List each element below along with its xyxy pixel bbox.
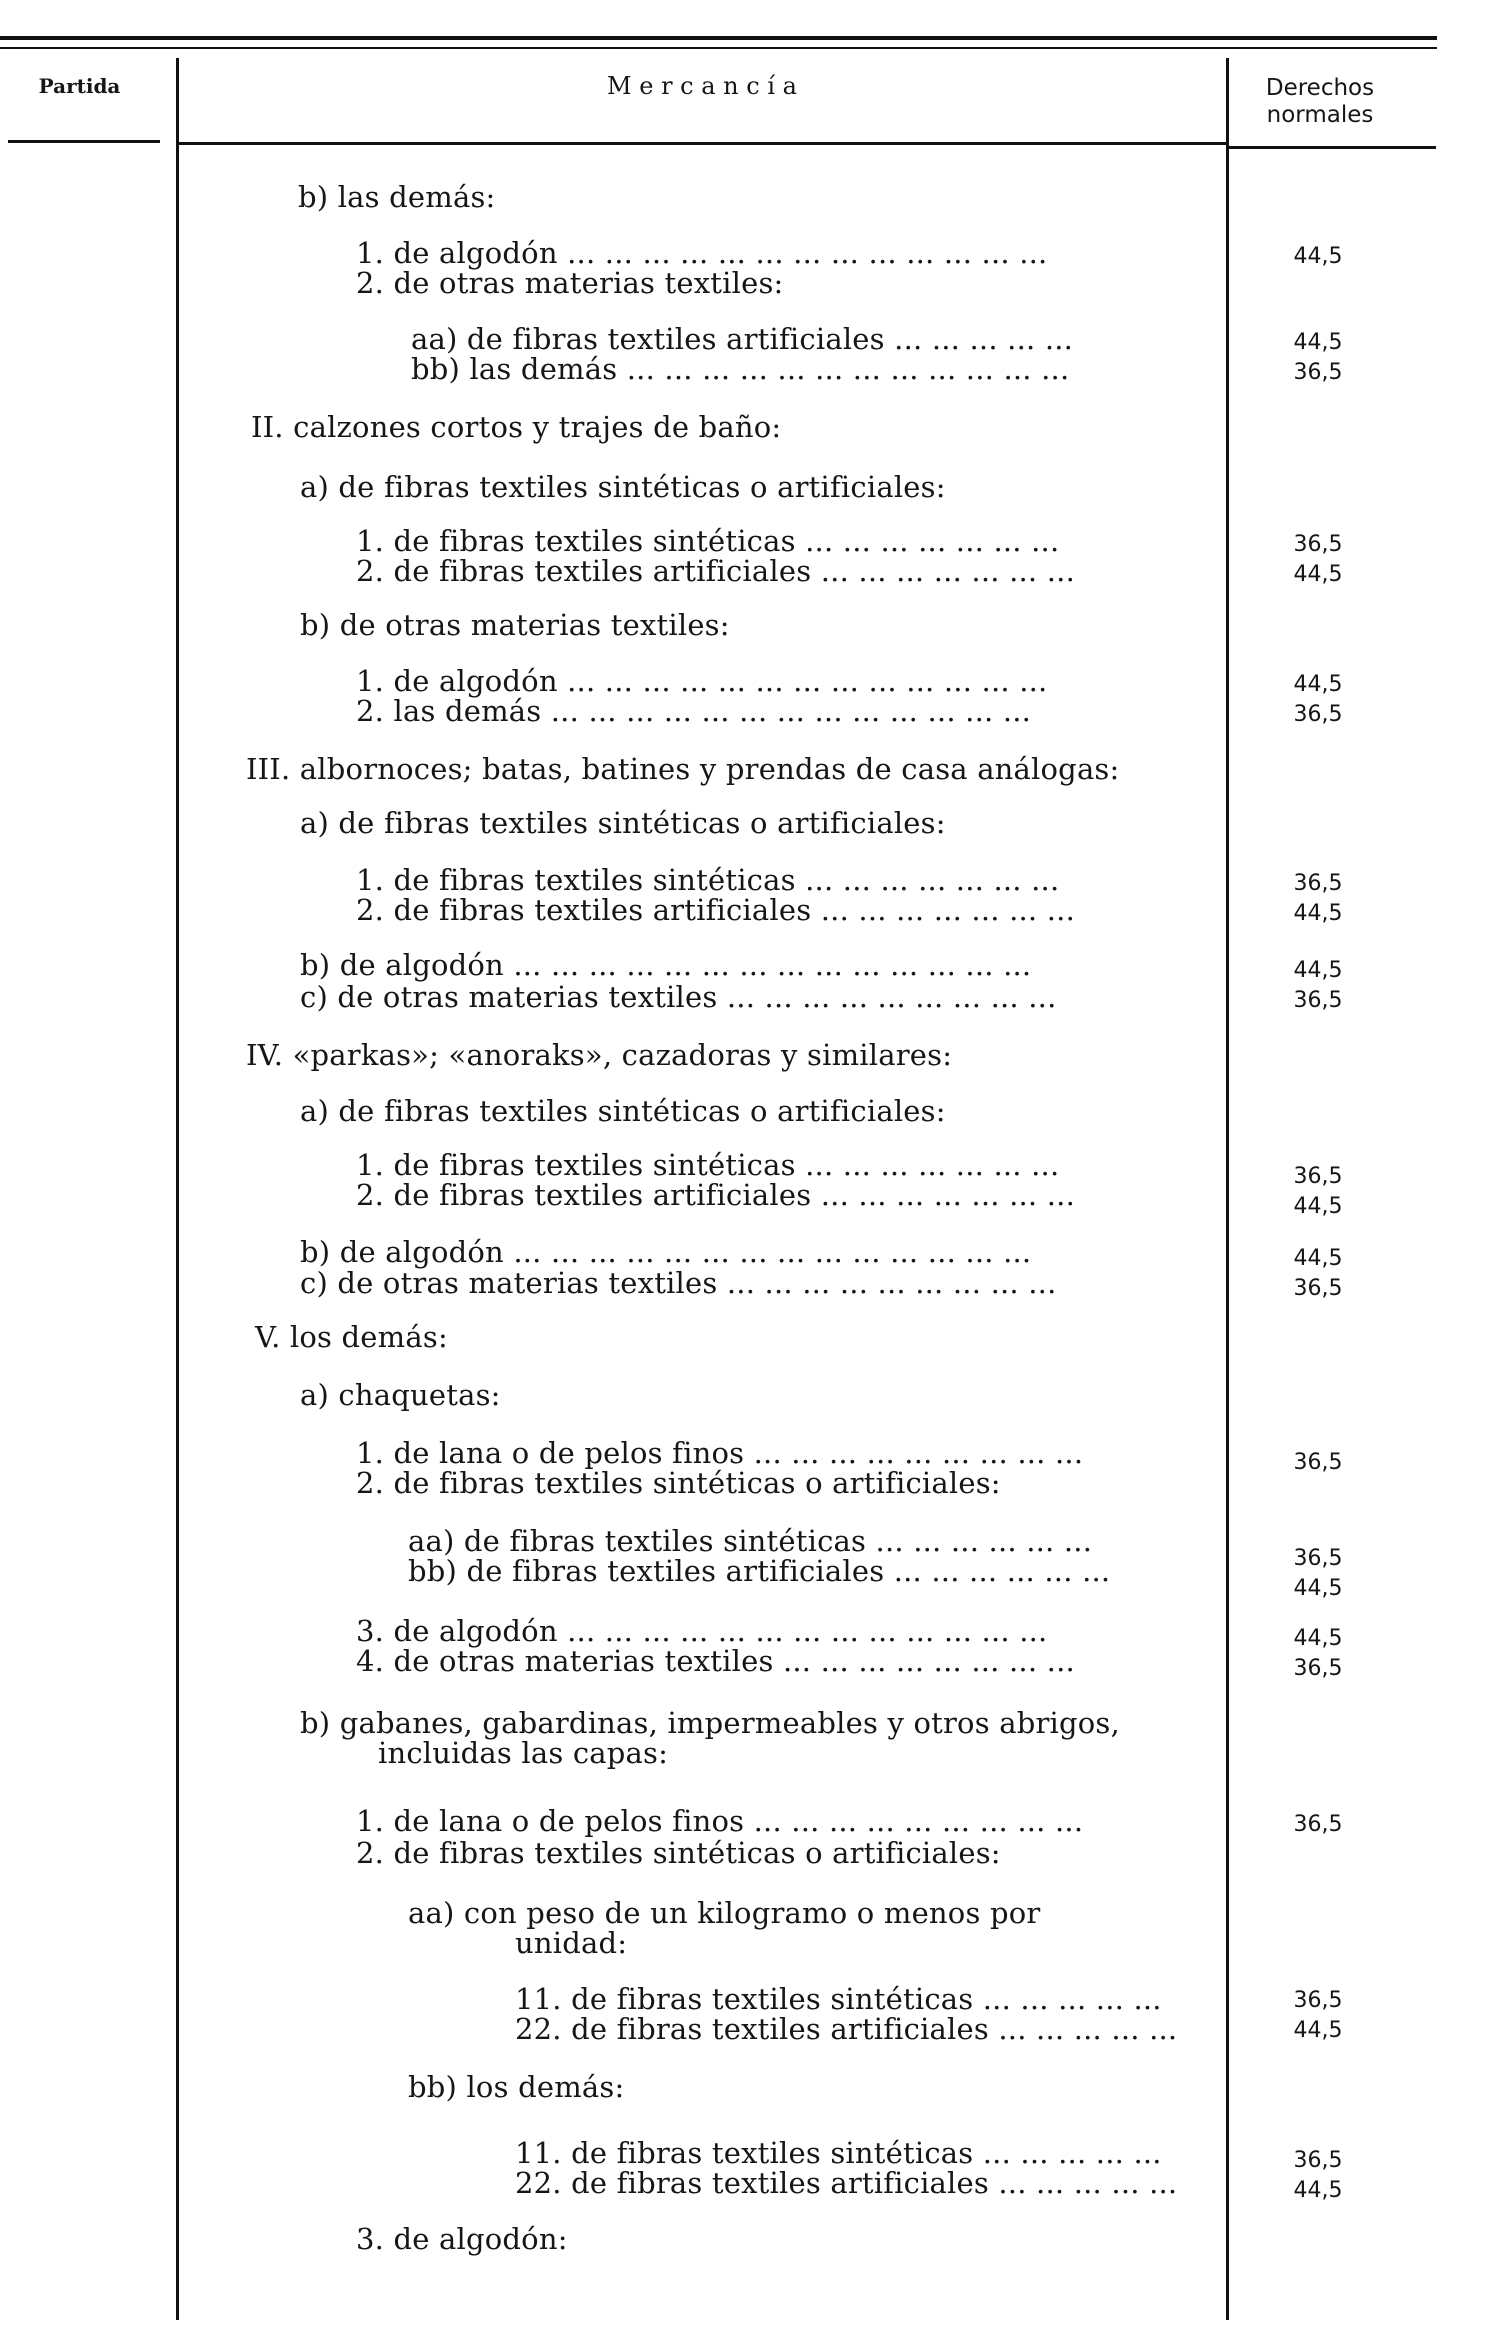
row-duty-value: 44,5	[1293, 562, 1343, 587]
row-label: III. albornoces; batas, batines y prendas de casa análogas:	[246, 752, 1120, 786]
row-label: incluidas las capas:	[378, 1736, 669, 1770]
row-label: b) de algodón ... ... ... ... ... ... ... ... ... ... ... ... ... ...	[300, 1235, 1032, 1269]
row-label: 1. de algodón ... ... ... ... ... ... ... ... ... ... ... ... ...	[356, 664, 1048, 698]
row-duty-value: 36,5	[1293, 1450, 1343, 1475]
row-label: aa) con peso de un kilogramo o menos por	[408, 1896, 1041, 1930]
row-duty-value: 44,5	[1293, 330, 1343, 355]
header-partida: Partida	[38, 74, 121, 98]
row-label: 2. de fibras textiles artificiales ... ... ... ... ... ... ...	[356, 554, 1076, 588]
row-label: 3. de algodón:	[356, 2222, 568, 2256]
row-duty-value: 44,5	[1293, 1626, 1343, 1651]
row-label: bb) las demás ... ... ... ... ... ... ... ... ... ... ... ...	[411, 352, 1070, 386]
derechos-header-underline	[1226, 146, 1436, 149]
row-duty-value: 44,5	[1293, 1194, 1343, 1219]
row-label: a) de fibras textiles sintéticas o artificiales:	[300, 470, 946, 504]
row-duty-value: 44,5	[1293, 2178, 1343, 2203]
row-duty-value: 36,5	[1293, 702, 1343, 727]
row-label: 1. de lana o de pelos finos ... ... ... ... ... ... ... ... ...	[356, 1804, 1084, 1838]
row-label: 2. de fibras textiles sintéticas o artificiales:	[356, 1836, 1001, 1870]
column-separator-left	[176, 58, 179, 2320]
row-label: 1. de fibras textiles sintéticas ... ... ... ... ... ... ...	[356, 863, 1060, 897]
top-rule-thin	[0, 47, 1437, 49]
row-label: 1. de algodón ... ... ... ... ... ... ... ... ... ... ... ... ...	[356, 236, 1048, 270]
header-derechos-line1: Derechos	[1265, 75, 1375, 101]
row-label: aa) de fibras textiles sintéticas ... ... ... ... ... ...	[408, 1524, 1093, 1558]
row-label: c) de otras materias textiles ... ... ... ... ... ... ... ... ...	[300, 980, 1057, 1014]
row-label: b) las demás:	[298, 180, 496, 214]
row-label: unidad:	[515, 1926, 628, 1960]
row-label: bb) de fibras textiles artificiales ... ... ... ... ... ...	[408, 1554, 1111, 1588]
row-label: b) de algodón ... ... ... ... ... ... ... ... ... ... ... ... ... ...	[300, 948, 1032, 982]
row-duty-value: 36,5	[1293, 988, 1343, 1013]
row-label: bb) los demás:	[408, 2070, 625, 2104]
header-derechos-line2: normales	[1266, 102, 1374, 128]
row-duty-value: 44,5	[1293, 2018, 1343, 2043]
row-label: 1. de fibras textiles sintéticas ... ... ... ... ... ... ...	[356, 1148, 1060, 1182]
top-rule-thick	[0, 36, 1437, 40]
row-label: IV. «parkas»; «anoraks», cazadoras y similares:	[246, 1038, 953, 1072]
row-label: aa) de fibras textiles artificiales ... ... ... ... ...	[411, 322, 1074, 356]
row-label: a) de fibras textiles sintéticas o artificiales:	[300, 806, 946, 840]
row-duty-value: 36,5	[1293, 871, 1343, 896]
row-duty-value: 36,5	[1293, 360, 1343, 385]
row-label: II. calzones cortos y trajes de baño:	[251, 410, 782, 444]
row-label: a) de fibras textiles sintéticas o artificiales:	[300, 1094, 946, 1128]
header-derechos	[1230, 75, 1410, 129]
row-duty-value: 36,5	[1293, 1164, 1343, 1189]
row-duty-value: 36,5	[1293, 532, 1343, 557]
row-label: 11. de fibras textiles sintéticas ... ... ... ... ...	[515, 1982, 1162, 2016]
row-duty-value: 44,5	[1293, 958, 1343, 983]
row-label: 11. de fibras textiles sintéticas ... ... ... ... ...	[515, 2136, 1162, 2170]
row-duty-value: 44,5	[1293, 672, 1343, 697]
row-label: 2. las demás ... ... ... ... ... ... ... ... ... ... ... ... ...	[356, 694, 1032, 728]
row-duty-value: 36,5	[1293, 1546, 1343, 1571]
row-label: 4. de otras materias textiles ... ... ... ... ... ... ... ...	[356, 1644, 1075, 1678]
header-mercancia: M e r c a n c í a	[607, 72, 797, 100]
row-duty-value: 44,5	[1293, 1576, 1343, 1601]
row-label: V. los demás:	[255, 1320, 448, 1354]
row-label: 22. de fibras textiles artificiales ... ... ... ... ...	[515, 2012, 1178, 2046]
row-label: c) de otras materias textiles ... ... ... ... ... ... ... ... ...	[300, 1266, 1057, 1300]
row-duty-value: 36,5	[1293, 1276, 1343, 1301]
column-separator-right	[1226, 58, 1229, 2320]
row-label: 22. de fibras textiles artificiales ... ... ... ... ...	[515, 2166, 1178, 2200]
row-duty-value: 36,5	[1293, 1656, 1343, 1681]
row-duty-value: 44,5	[1293, 901, 1343, 926]
row-label: a) chaquetas:	[300, 1378, 501, 1412]
row-duty-value: 36,5	[1293, 1988, 1343, 2013]
row-label: 2. de otras materias textiles:	[356, 266, 784, 300]
row-label: 3. de algodón ... ... ... ... ... ... ... ... ... ... ... ... ...	[356, 1614, 1048, 1648]
row-label: 2. de fibras textiles artificiales ... ... ... ... ... ... ...	[356, 893, 1076, 927]
row-label: b) gabanes, gabardinas, impermeables y otros abrigos,	[300, 1706, 1120, 1740]
mercancia-header-underline	[178, 142, 1226, 145]
row-label: 1. de lana o de pelos finos ... ... ... ... ... ... ... ... ...	[356, 1436, 1084, 1470]
partida-header-underline	[8, 140, 160, 143]
row-duty-value: 44,5	[1293, 1246, 1343, 1271]
row-duty-value: 36,5	[1293, 2148, 1343, 2173]
row-label: 1. de fibras textiles sintéticas ... ... ... ... ... ... ...	[356, 524, 1060, 558]
row-label: 2. de fibras textiles sintéticas o artificiales:	[356, 1466, 1001, 1500]
row-duty-value: 44,5	[1293, 244, 1343, 269]
row-label: 2. de fibras textiles artificiales ... ... ... ... ... ... ...	[356, 1178, 1076, 1212]
row-duty-value: 36,5	[1293, 1812, 1343, 1837]
row-label: b) de otras materias textiles:	[300, 608, 730, 642]
